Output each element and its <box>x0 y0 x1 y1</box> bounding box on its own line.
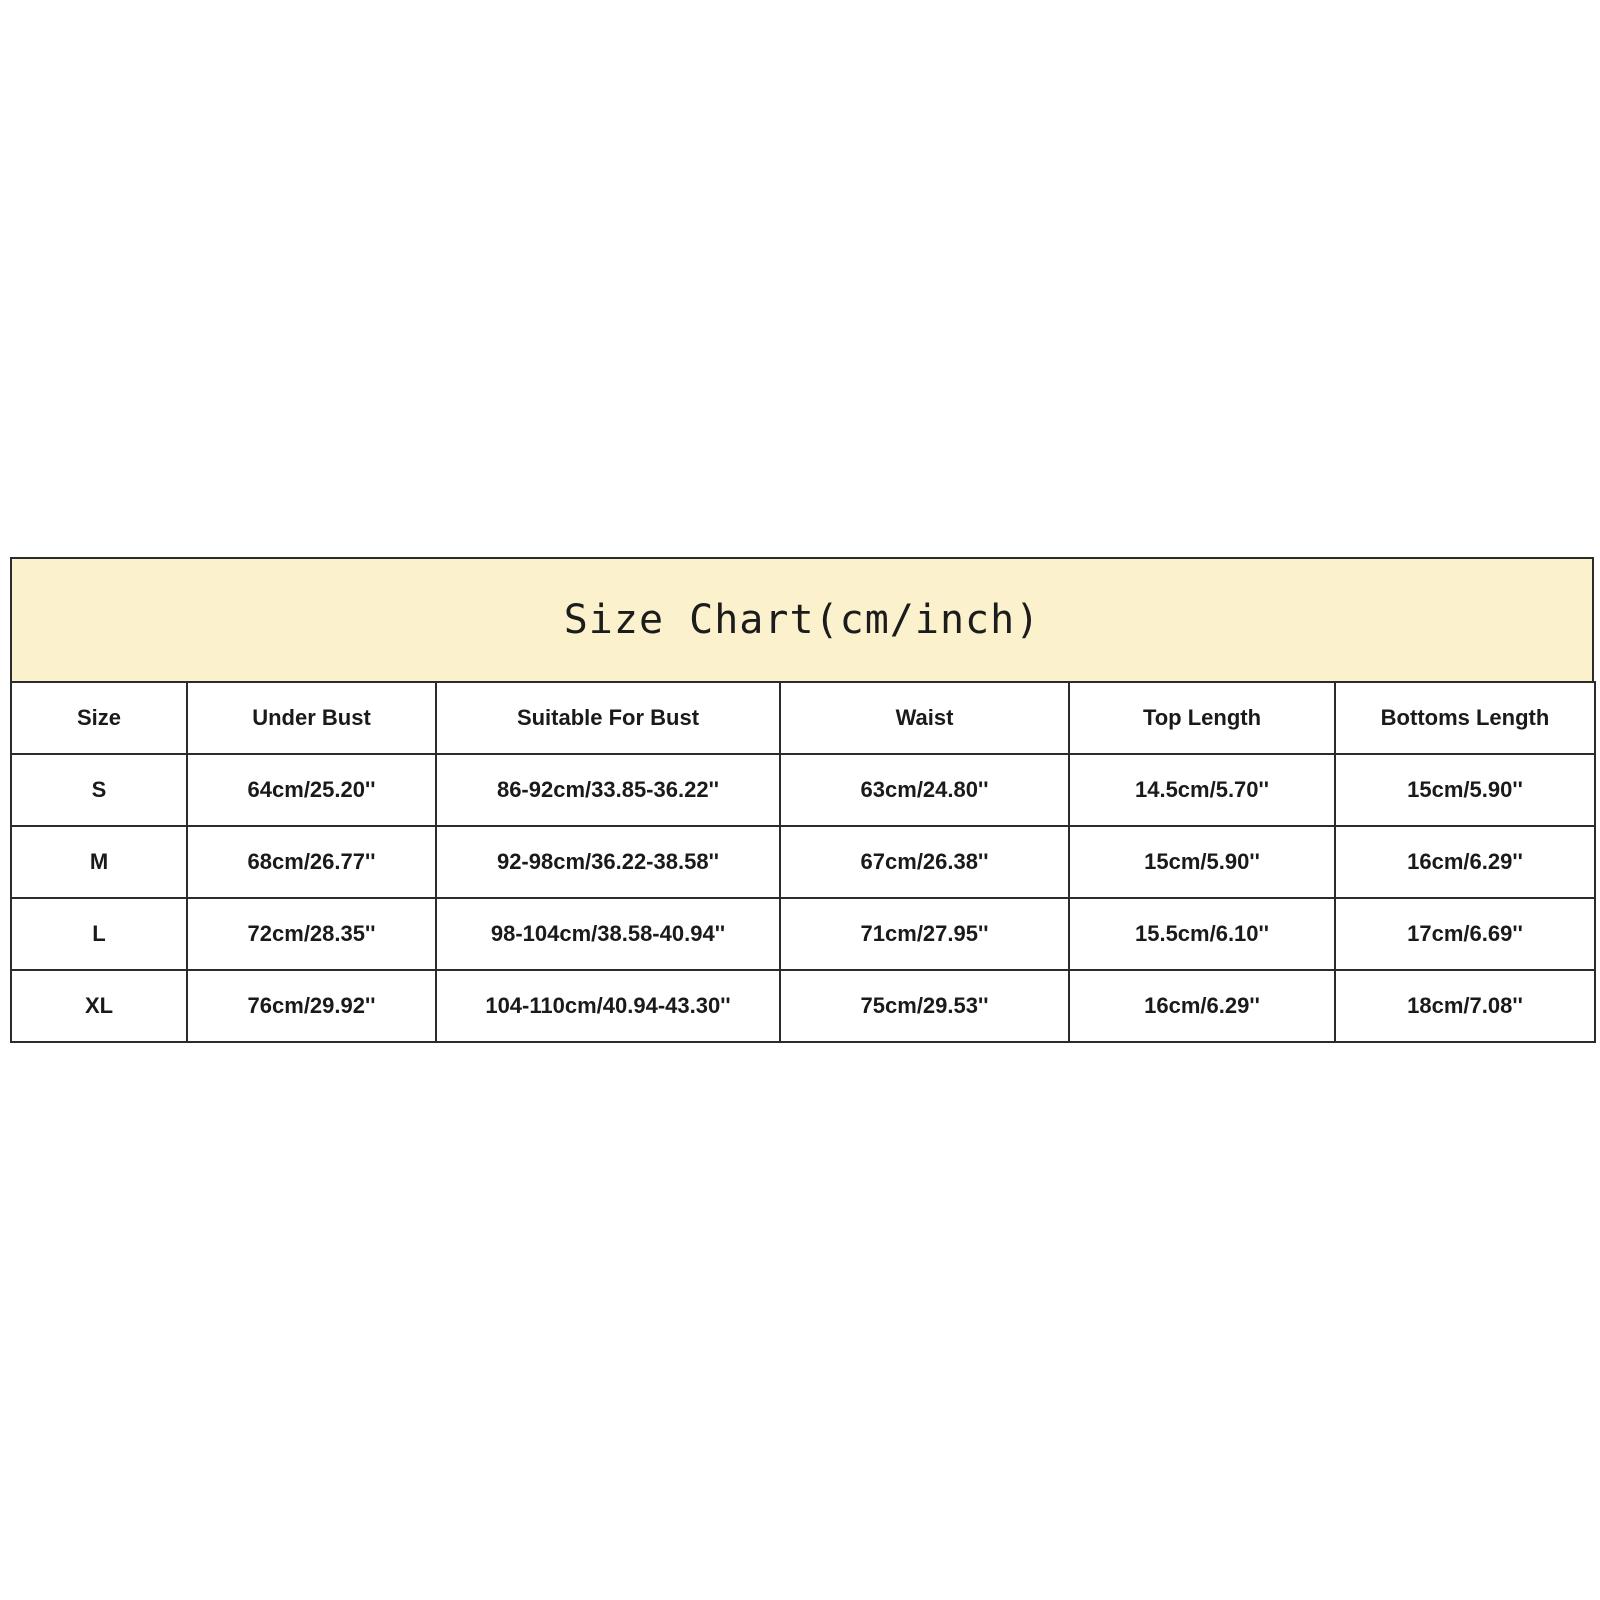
table-row <box>11 754 1595 826</box>
cell-bottoms-length: 16cm/6.29'' <box>1335 826 1595 898</box>
cell-top-length: 15cm/5.90'' <box>1069 826 1335 898</box>
cell-bottoms-length: 18cm/7.08'' <box>1335 970 1595 1042</box>
size-chart <box>10 557 1594 1043</box>
cell-waist: 67cm/26.38'' <box>780 826 1069 898</box>
size-chart-title: Size Chart(cm/inch) <box>10 557 1594 681</box>
header-top-length: Top Length <box>1069 682 1335 754</box>
cell-suitable-for-bust: 104-110cm/40.94-43.30'' <box>436 970 780 1042</box>
cell-under-bust: 64cm/25.20'' <box>187 754 436 826</box>
cell-size: L <box>11 898 187 970</box>
cell-top-length: 15.5cm/6.10'' <box>1069 898 1335 970</box>
table-row <box>11 970 1595 1042</box>
header-suitable-for-bust: Suitable For Bust <box>436 682 780 754</box>
cell-waist: 71cm/27.95'' <box>780 898 1069 970</box>
cell-waist: 63cm/24.80'' <box>780 754 1069 826</box>
cell-suitable-for-bust: 92-98cm/36.22-38.58'' <box>436 826 780 898</box>
cell-under-bust: 76cm/29.92'' <box>187 970 436 1042</box>
cell-size: XL <box>11 970 187 1042</box>
header-size: Size <box>11 682 187 754</box>
cell-size: M <box>11 826 187 898</box>
cell-waist: 75cm/29.53'' <box>780 970 1069 1042</box>
cell-size: S <box>11 754 187 826</box>
cell-top-length: 14.5cm/5.70'' <box>1069 754 1335 826</box>
size-table <box>10 681 1596 1043</box>
table-header-row <box>11 682 1595 754</box>
cell-bottoms-length: 17cm/6.69'' <box>1335 898 1595 970</box>
cell-under-bust: 68cm/26.77'' <box>187 826 436 898</box>
cell-top-length: 16cm/6.29'' <box>1069 970 1335 1042</box>
table-row <box>11 898 1595 970</box>
cell-bottoms-length: 15cm/5.90'' <box>1335 754 1595 826</box>
header-bottoms-length: Bottoms Length <box>1335 682 1595 754</box>
table-row <box>11 826 1595 898</box>
cell-suitable-for-bust: 86-92cm/33.85-36.22'' <box>436 754 780 826</box>
cell-suitable-for-bust: 98-104cm/38.58-40.94'' <box>436 898 780 970</box>
header-waist: Waist <box>780 682 1069 754</box>
cell-under-bust: 72cm/28.35'' <box>187 898 436 970</box>
header-under-bust: Under Bust <box>187 682 436 754</box>
